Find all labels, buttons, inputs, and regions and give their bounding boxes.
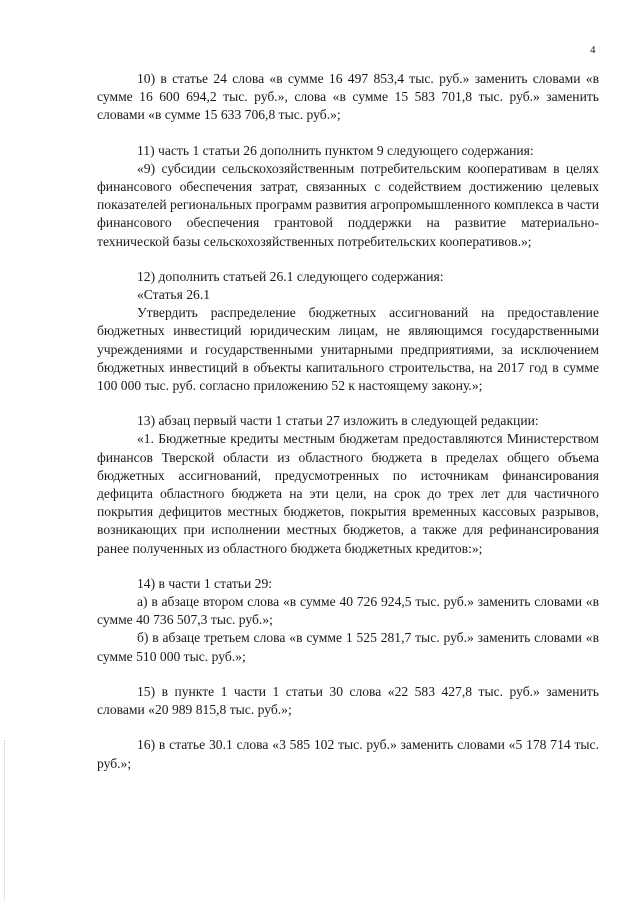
paragraph: «9) субсидии сельскохозяйственным потребительским кооперативам в целях финансового обеспечения затрат, связанных с содействием достижению целевых показателей региональных программ развития агропромышленного комплекса в части финансового обеспечения грантовой поддержки на развитие материально-технической базы сельскохозяйственных потребительских кооперативов.»; xyxy=(97,160,599,249)
paragraph: «1. Бюджетные кредиты местным бюджетам предоставляются Министерством финансов Тверской области из областного бюджета в пределах общего объема бюджетных ассигнований, предусмотренных по источникам финансирования дефицита областного бюджета на эти цели, на срок до трех лет для частичного покрытия дефицитов местных бюджетов, покрытия временных кассовых разрывов, возникающих при исполнении местных бюджетов, а также для рефинансирования ранее полученных из областного бюджета бюджетных кредитов:»; xyxy=(97,431,599,556)
paragraph: 15) в пункте 1 части 1 статьи 30 слова «22 583 427,8 тыс. руб.» заменить словами «20 989 815,8 тыс. руб.»; xyxy=(97,683,599,718)
amendment-item-16 xyxy=(97,736,599,772)
paragraph: 16) в статье 30.1 слова «3 585 102 тыс. руб.» заменить словами «5 178 714 тыс. руб.»; xyxy=(97,737,599,771)
paragraph: 13) абзац первый части 1 статьи 27 изложить в следующей редакции: xyxy=(137,413,539,429)
paragraph: Утвердить распределение бюджетных ассигнований на предоставление бюджетных инвестиций юридическим лицам, не являющимся государственными учреждениями и государственными унитарными предприятиями, за исключением бюджетных инвестиций в объекты капитального строительства, на 2017 год в сумме 100 000 тыс. руб. согласно приложению 52 к настоящему закону.»; xyxy=(97,305,599,394)
paragraph: 10) в статье 24 слова «в сумме 16 497 853,4 тыс. руб.» заменить словами «в сумме 16 600 694,2 тыс. руб.», слова «в сумме 15 583 701,8 тыс. руб.» заменить словами «в сумме 15 633 706,8 тыс. руб.»; xyxy=(97,71,599,123)
amendment-item-10 xyxy=(97,70,599,125)
amendment-item-11 xyxy=(97,142,599,251)
document-body xyxy=(97,70,599,790)
amendment-item-13 xyxy=(97,412,599,558)
amendment-item-15 xyxy=(97,683,599,719)
amendment-item-14 xyxy=(97,575,599,666)
amendment-item-12 xyxy=(97,268,599,395)
article-heading: «Статья 26.1 xyxy=(137,287,211,303)
paragraph: б) в абзаце третьем слова «в сумме 1 525 281,7 тыс. руб.» заменить словами «в сумме 510 000 тыс. руб.»; xyxy=(97,630,599,664)
page-number: 4 xyxy=(590,44,596,56)
paragraph: а) в абзаце втором слова «в сумме 40 726 924,5 тыс. руб.» заменить словами «в сумме 40 736 507,3 тыс. руб.»; xyxy=(97,594,599,628)
paragraph: 11) часть 1 статьи 26 дополнить пунктом 9 следующего содержания: xyxy=(137,142,534,158)
paragraph: 12) дополнить статьей 26.1 следующего содержания: xyxy=(137,268,444,284)
paragraph: 14) в части 1 статьи 29: xyxy=(137,575,273,591)
scan-edge-marks xyxy=(4,740,7,900)
